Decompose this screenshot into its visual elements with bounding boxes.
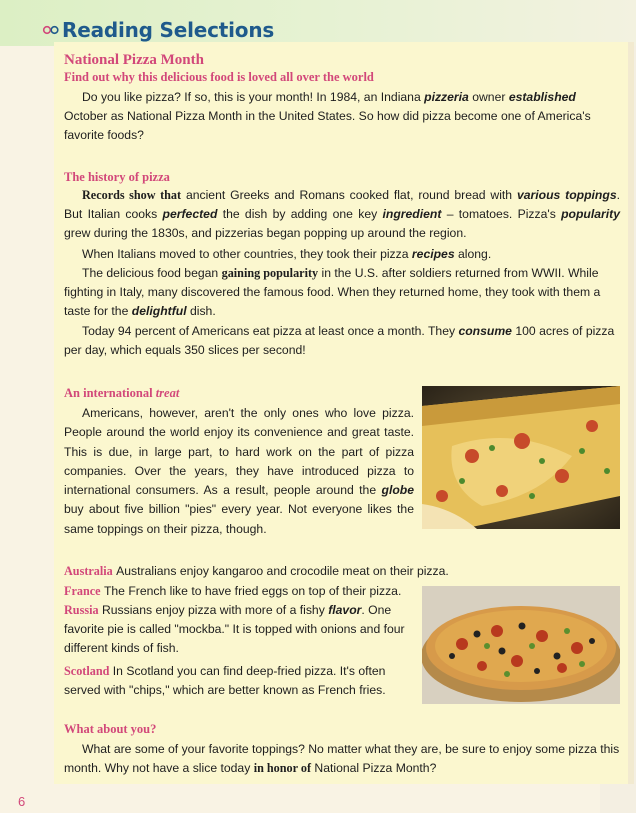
article-title: National Pizza Month	[64, 52, 204, 68]
emphasized-term: consume	[458, 324, 512, 338]
history-paragraph-4	[64, 322, 620, 360]
about-you-paragraph	[64, 740, 624, 778]
history-paragraph-3	[64, 264, 620, 321]
text-run: owner	[468, 90, 509, 104]
text-run: October as National Pizza Month in the United States. So how did pizza become one of America's favorite foods?	[64, 109, 591, 142]
text-run: grew during the 1830s, and pizzerias began popping up around the region.	[64, 226, 467, 240]
article-subtitle: Find out why this delicious food is loved all over the world	[64, 70, 374, 84]
text-run: The French like to have fried eggs on top of their pizza.	[103, 584, 402, 598]
text-run: along.	[454, 247, 492, 261]
text-run: in the U.S. after soldiers returned from WWII. While fighting in Italy, many discovered the famous food. When they returned home, they took with them a taste for the	[64, 266, 601, 318]
pizza-slice-photo	[422, 386, 620, 529]
text-run: buy about five billion "pies" every year. Not everyone likes the same toppings on their pizza, though.	[64, 502, 414, 536]
text-run: . One favorite pie is called "mockba." It is topped with onions and four different kinds of fish.	[64, 603, 405, 655]
text-run: Do you like pizza? If so, this is your month! In 1984, an Indiana	[82, 90, 425, 104]
about-you-heading: What about you?	[64, 722, 157, 736]
text-run: ancient Greeks and Romans cooked flat, round bread with	[181, 188, 517, 202]
country-scotland: Scotland In Scotland you can find deep-fried pizza. It's often served with "chips," which are better known as French fries.	[64, 664, 386, 697]
emphasized-term: Records show that	[82, 188, 182, 202]
international-heading: An international treat	[64, 386, 180, 400]
country-france: France The French like to have fried eggs on top of their pizza.	[64, 584, 402, 598]
emphasized-term: established	[508, 90, 576, 104]
text-run: – tomatoes. Pizza's	[441, 207, 562, 221]
emphasized-term: pizzeria	[424, 90, 469, 104]
pizza-slice-image	[422, 386, 620, 529]
history-heading: The history of pizza	[64, 170, 170, 184]
text-run: Australians enjoy kangaroo and crocodile meat on their pizza.	[116, 564, 449, 578]
emphasized-term: delightful	[131, 304, 187, 318]
text-run: When Italians moved to other countries, they took their pizza	[82, 247, 412, 261]
emphasized-term: various toppings	[516, 188, 617, 202]
text-run: What are some of your favorite toppings? No matter what they are, be sure to enjoy some pizza this month. Why not have a slice today	[64, 742, 620, 775]
country-russia: Russia Russians enjoy pizza with more of a fishy flavor. One favorite pie is called "mockba." It is topped with onions and four different kinds of fish.	[64, 603, 405, 655]
emphasized-term: recipes	[411, 247, 455, 261]
text-run: the dish by adding one key	[217, 207, 383, 221]
intro-paragraph	[64, 88, 616, 145]
whole-pizza-photo	[422, 586, 620, 704]
emphasized-term: flavor	[328, 603, 362, 617]
international-paragraph	[64, 404, 414, 539]
emphasized-term: ingredient	[382, 207, 442, 221]
text-run: Today 94 percent of Americans eat pizza at least once a month. They	[82, 324, 459, 338]
emphasized-term: gaining popularity	[221, 266, 319, 280]
text-run: Russians enjoy pizza with more of a fishy	[101, 603, 329, 617]
whole-pizza-image	[422, 586, 620, 704]
text-run: Americans, however, aren't the only ones who love pizza. People around the world enjoy its convenience and great taste. This is due, in large part, to hard work on the part of pizza companies. Over the years, they have introduced pizza to international consumers. As a result, people around the	[64, 406, 414, 498]
infinity-loop-icon	[42, 25, 60, 35]
history-paragraph-2	[64, 245, 620, 264]
country-australia: Australia Australians enjoy kangaroo and crocodile meat on their pizza.	[64, 564, 449, 578]
text-run: dish.	[186, 304, 216, 318]
emphasized-term: in honor of	[253, 761, 312, 775]
page-number: 6	[18, 794, 26, 809]
text-run: The delicious food began	[82, 266, 222, 280]
text-run: In Scotland you can find deep-fried pizza. It's often served with "chips," which are better known as French fries.	[64, 664, 386, 697]
emphasized-term: perfected	[162, 207, 218, 221]
emphasized-term: globe	[381, 483, 414, 498]
text-run: 100 acres of pizza per day, which equals 350 slices per second!	[64, 324, 615, 357]
text-run: National Pizza Month?	[311, 761, 437, 775]
section-title: Reading Selections	[62, 18, 275, 42]
text-run: . But Italian cooks	[64, 188, 620, 221]
history-paragraph-1	[64, 186, 620, 243]
emphasized-term: popularity	[561, 207, 621, 221]
